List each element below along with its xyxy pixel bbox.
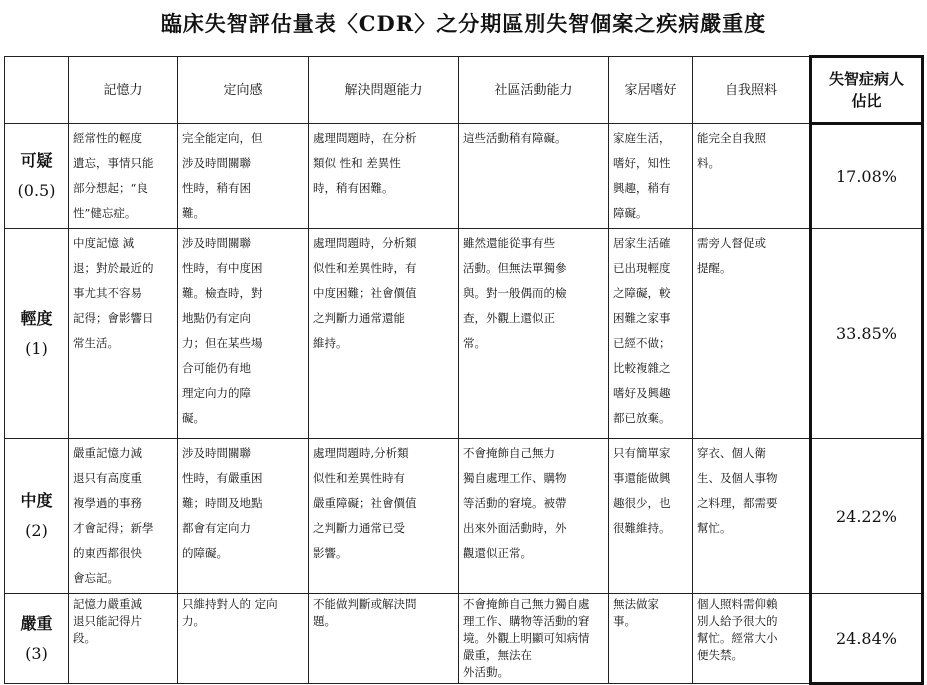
stage-cell bbox=[5, 439, 69, 594]
stage-cell bbox=[5, 594, 69, 684]
selfcare-cell: 能完全自我照 料。 bbox=[693, 124, 811, 229]
header-judgment: 解決問題能力 bbox=[309, 57, 459, 124]
header-selfcare: 自我照料 bbox=[693, 57, 811, 124]
community-cell: 雖然還能從事有些 活動。但無法單獨參 與。對一般偶而的檢 查，外觀上還似正 常。 bbox=[459, 229, 609, 439]
percent-cell: 24.84% bbox=[811, 594, 923, 684]
judgment-cell: 處理問題時，在分析 類似 性和 差異性 時，稍有困難。 bbox=[309, 124, 459, 229]
home-cell: 無法做家 事。 bbox=[609, 594, 693, 684]
orientation-cell: 只維持對人的 定向 力。 bbox=[178, 594, 309, 684]
header-memory: 記憶力 bbox=[69, 57, 178, 124]
page-title: 臨床失智評估量表〈CDR〉之分期區別失智個案之疾病嚴重度 bbox=[160, 11, 767, 36]
stage-name: 輕度 bbox=[20, 308, 53, 328]
table-row bbox=[5, 594, 923, 684]
stage-name: 中度 bbox=[20, 491, 53, 510]
memory-cell: 嚴重記憶力減 退只有高度重 複學過的事務 才會記得；新學 的東西都很快 會忘記。 bbox=[69, 439, 178, 594]
table-row bbox=[5, 439, 923, 594]
judgment-cell: 處理問題時,分析類 似性和差異性時有 嚴重障礙；社會價值 之判斷力通常已受 影響。 bbox=[309, 439, 459, 594]
stage-value: (1) bbox=[25, 338, 48, 358]
home-cell: 居家生活確 已出現輕度 之障礙，較 困難之家事 已經不做； 比較複雜之 嗜好及興趣 都已放棄。 bbox=[609, 229, 693, 439]
percent-cell: 33.85% bbox=[811, 229, 923, 439]
percent-cell: 24.22% bbox=[811, 439, 923, 594]
table-row bbox=[5, 124, 923, 229]
header-orientation: 定向感 bbox=[178, 57, 309, 124]
home-cell: 只有簡單家 事還能做興 趣很少，也 很難維持。 bbox=[609, 439, 693, 594]
community-cell: 不會掩飾自己無力獨自處 理工作、購物等活動的窘 境。外觀上明顯可知病情 嚴重，無法在 外活動。 bbox=[459, 594, 609, 684]
home-cell: 家庭生活， 嗜好，知性 興趣，稍有 障礙。 bbox=[609, 124, 693, 229]
selfcare-cell: 個人照料需仰賴 別人給予很大的 幫忙。經常大小 便失禁。 bbox=[693, 594, 811, 684]
table-row bbox=[5, 229, 923, 439]
memory-cell: 中度記憶 減 退；對於最近的 事尤其不容易 記得；會影響日 常生活。 bbox=[69, 229, 178, 439]
table-header-row bbox=[5, 57, 923, 124]
stage-value: (2) bbox=[25, 521, 48, 540]
memory-cell: 記憶力嚴重減 退只能記得片 段。 bbox=[69, 594, 178, 684]
community-cell: 不會掩飾自己無力 獨自處理工作、購物 等活動的窘境。被帶 出來外面活動時，外 觀還似正常。 bbox=[459, 439, 609, 594]
stage-value: (0.5) bbox=[17, 181, 56, 200]
judgment-cell: 處理問題時，分析類 似性和差異性時，有 中度困難；社會價值 之判斷力通常還能 維持。 bbox=[309, 229, 459, 439]
stage-cell bbox=[5, 229, 69, 439]
stage-value: (3) bbox=[25, 643, 48, 663]
header-home: 家居嗜好 bbox=[609, 57, 693, 124]
selfcare-cell: 需旁人督促或 提醒。 bbox=[693, 229, 811, 439]
stage-name: 可疑 bbox=[20, 151, 53, 170]
judgment-cell: 不能做判斷或解決問 題。 bbox=[309, 594, 459, 684]
header-community: 社區活動能力 bbox=[459, 57, 609, 124]
cdr-stage-table bbox=[4, 55, 924, 685]
header-percent: 失智症病人 佔比 bbox=[811, 57, 923, 124]
community-cell: 這些活動稍有障礙。 bbox=[459, 124, 609, 229]
stage-name: 嚴重 bbox=[20, 613, 53, 633]
orientation-cell: 涉及時間關聯 性時，有嚴重困 難；時間及地點 都會有定向力 的障礙。 bbox=[178, 439, 309, 594]
selfcare-cell: 穿衣、個人衛 生、及個人事物 之料理，都需要 幫忙。 bbox=[693, 439, 811, 594]
memory-cell: 經常性的輕度 遺忘，事情只能 部分想起；“良 性”健忘症。 bbox=[69, 124, 178, 229]
header-stage bbox=[5, 57, 69, 124]
orientation-cell: 完全能定向，但 涉及時間關聯 性時，稍有困 難。 bbox=[178, 124, 309, 229]
stage-cell bbox=[5, 124, 69, 229]
orientation-cell: 涉及時間關聯 性時，有中度困 難。檢查時，對 地點仍有定向 力；但在某些場 合可能仍有地 理定向力的障 礙。 bbox=[178, 229, 309, 439]
percent-cell: 17.08% bbox=[811, 124, 923, 229]
